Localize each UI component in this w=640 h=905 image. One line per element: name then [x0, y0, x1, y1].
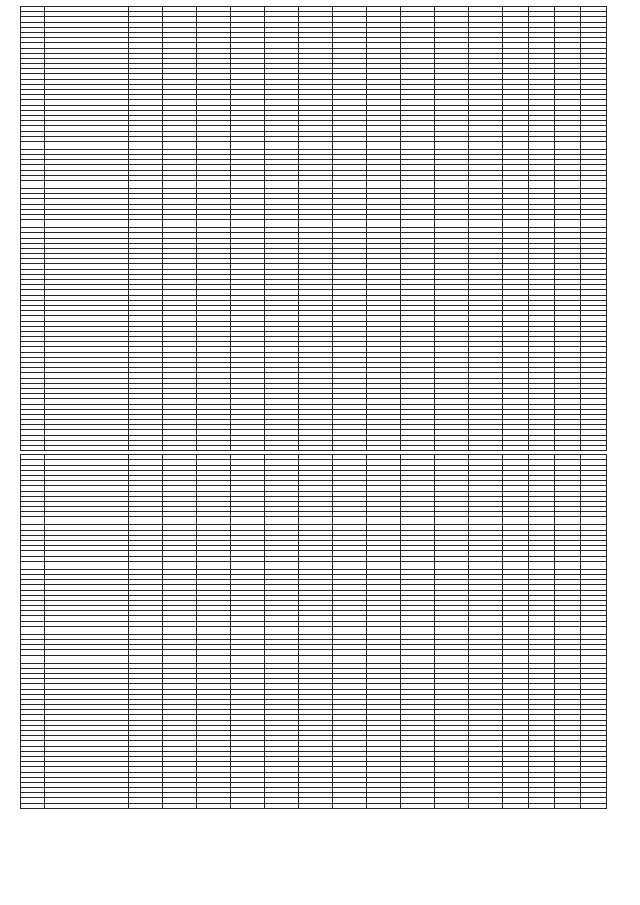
- row-code-cell: [21, 181, 45, 189]
- value-cell: [469, 561, 503, 569]
- value-cell: [163, 181, 197, 189]
- value-cell: [503, 517, 529, 525]
- value-cell: [129, 655, 163, 663]
- value-cell: [129, 561, 163, 569]
- value-cell: [435, 803, 469, 808]
- value-cell: [555, 517, 581, 525]
- value-cell: [129, 181, 163, 189]
- value-cell: [529, 655, 555, 663]
- value-cell: [367, 655, 401, 663]
- value-cell: [265, 626, 299, 634]
- value-cell: [197, 561, 231, 569]
- value-cell: [529, 181, 555, 189]
- value-cell: [299, 220, 333, 228]
- value-cell: [555, 220, 581, 228]
- value-cell: [503, 626, 529, 634]
- value-cell: [231, 220, 265, 228]
- value-cell: [469, 655, 503, 663]
- value-cell: [581, 181, 607, 189]
- value-cell: [197, 626, 231, 634]
- row-name-cell: [45, 626, 129, 634]
- value-cell: [197, 655, 231, 663]
- value-cell: [265, 655, 299, 663]
- value-cell: [265, 517, 299, 525]
- value-cell: [503, 561, 529, 569]
- value-cell: [435, 517, 469, 525]
- value-cell: [581, 626, 607, 634]
- value-cell: [555, 561, 581, 569]
- data-table: [20, 6, 607, 809]
- value-cell: [265, 803, 299, 808]
- row-name-cell: [45, 181, 129, 189]
- table-row: [21, 561, 607, 569]
- value-cell: [435, 626, 469, 634]
- table-row: [21, 803, 607, 808]
- value-cell: [469, 220, 503, 228]
- value-cell: [367, 220, 401, 228]
- value-cell: [581, 655, 607, 663]
- value-cell: [129, 517, 163, 525]
- value-cell: [231, 181, 265, 189]
- table-row: [21, 220, 607, 228]
- value-cell: [581, 517, 607, 525]
- value-cell: [231, 141, 265, 149]
- value-cell: [231, 803, 265, 808]
- value-cell: [529, 220, 555, 228]
- table-row: [21, 655, 607, 663]
- value-cell: [197, 141, 231, 149]
- value-cell: [581, 141, 607, 149]
- value-cell: [163, 517, 197, 525]
- row-name-cell: [45, 655, 129, 663]
- value-cell: [299, 626, 333, 634]
- value-cell: [197, 517, 231, 525]
- value-cell: [401, 655, 435, 663]
- value-cell: [503, 220, 529, 228]
- row-name-cell: [45, 517, 129, 525]
- value-cell: [129, 141, 163, 149]
- value-cell: [299, 561, 333, 569]
- row-code-cell: [21, 517, 45, 525]
- value-cell: [503, 181, 529, 189]
- value-cell: [299, 181, 333, 189]
- value-cell: [265, 181, 299, 189]
- value-cell: [333, 655, 367, 663]
- value-cell: [163, 626, 197, 634]
- value-cell: [555, 655, 581, 663]
- value-cell: [197, 220, 231, 228]
- value-cell: [529, 517, 555, 525]
- value-cell: [435, 181, 469, 189]
- value-cell: [401, 626, 435, 634]
- value-cell: [435, 141, 469, 149]
- value-cell: [469, 181, 503, 189]
- row-code-cell: [21, 141, 45, 149]
- value-cell: [129, 626, 163, 634]
- value-cell: [435, 655, 469, 663]
- row-name-cell: [45, 561, 129, 569]
- value-cell: [581, 220, 607, 228]
- value-cell: [129, 803, 163, 808]
- value-cell: [231, 561, 265, 569]
- value-cell: [529, 803, 555, 808]
- value-cell: [581, 561, 607, 569]
- row-name-cell: [45, 803, 129, 808]
- value-cell: [503, 655, 529, 663]
- value-cell: [299, 141, 333, 149]
- value-cell: [231, 626, 265, 634]
- value-cell: [401, 517, 435, 525]
- table-container: [20, 6, 590, 809]
- row-code-cell: [21, 803, 45, 808]
- row-code-cell: [21, 220, 45, 228]
- value-cell: [401, 181, 435, 189]
- value-cell: [333, 220, 367, 228]
- row-code-cell: [21, 655, 45, 663]
- value-cell: [129, 220, 163, 228]
- value-cell: [333, 141, 367, 149]
- value-cell: [435, 561, 469, 569]
- value-cell: [555, 141, 581, 149]
- table-row: [21, 181, 607, 189]
- value-cell: [469, 141, 503, 149]
- value-cell: [401, 561, 435, 569]
- table-body: [21, 7, 607, 809]
- value-cell: [333, 803, 367, 808]
- value-cell: [529, 626, 555, 634]
- value-cell: [469, 803, 503, 808]
- value-cell: [555, 803, 581, 808]
- table-row: [21, 141, 607, 149]
- value-cell: [333, 561, 367, 569]
- value-cell: [529, 141, 555, 149]
- value-cell: [367, 141, 401, 149]
- value-cell: [555, 181, 581, 189]
- value-cell: [197, 803, 231, 808]
- value-cell: [299, 517, 333, 525]
- row-name-cell: [45, 220, 129, 228]
- value-cell: [503, 141, 529, 149]
- value-cell: [265, 220, 299, 228]
- value-cell: [231, 517, 265, 525]
- value-cell: [299, 803, 333, 808]
- value-cell: [469, 626, 503, 634]
- value-cell: [299, 655, 333, 663]
- row-code-cell: [21, 561, 45, 569]
- value-cell: [163, 220, 197, 228]
- row-code-cell: [21, 626, 45, 634]
- value-cell: [265, 561, 299, 569]
- value-cell: [529, 561, 555, 569]
- value-cell: [401, 141, 435, 149]
- value-cell: [401, 220, 435, 228]
- value-cell: [401, 803, 435, 808]
- value-cell: [367, 626, 401, 634]
- value-cell: [367, 561, 401, 569]
- value-cell: [333, 517, 367, 525]
- value-cell: [163, 655, 197, 663]
- value-cell: [333, 181, 367, 189]
- value-cell: [163, 803, 197, 808]
- row-name-cell: [45, 141, 129, 149]
- value-cell: [333, 626, 367, 634]
- value-cell: [581, 803, 607, 808]
- value-cell: [197, 181, 231, 189]
- value-cell: [367, 181, 401, 189]
- value-cell: [367, 517, 401, 525]
- value-cell: [163, 561, 197, 569]
- table-row: [21, 517, 607, 525]
- value-cell: [265, 141, 299, 149]
- value-cell: [503, 803, 529, 808]
- value-cell: [367, 803, 401, 808]
- value-cell: [435, 220, 469, 228]
- value-cell: [469, 517, 503, 525]
- table-row: [21, 626, 607, 634]
- value-cell: [163, 141, 197, 149]
- value-cell: [555, 626, 581, 634]
- value-cell: [231, 655, 265, 663]
